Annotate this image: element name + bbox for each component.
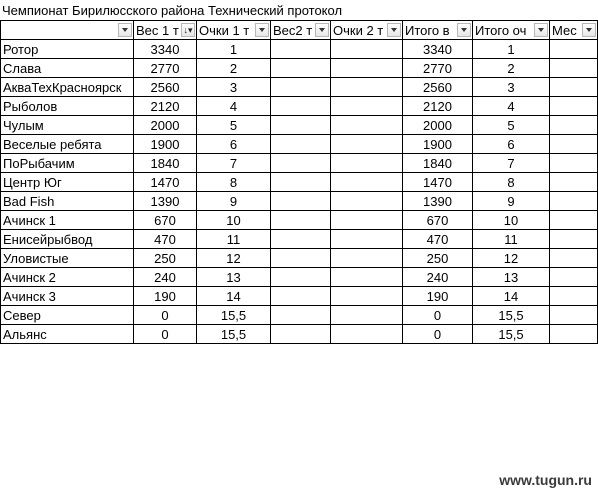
place-cell[interactable] <box>550 325 598 344</box>
weight-2-cell[interactable] <box>271 116 331 135</box>
points-1-cell[interactable]: 14 <box>197 287 271 306</box>
filter-dropdown-icon[interactable] <box>387 23 401 37</box>
points-2-cell[interactable] <box>331 325 403 344</box>
header-points-1-label: Очки 1 т <box>199 22 250 38</box>
table-row <box>1 59 598 78</box>
table-row <box>1 40 598 59</box>
team-name-cell[interactable]: Альянс <box>1 325 134 344</box>
header-total-weight[interactable] <box>403 21 473 40</box>
total-weight-cell[interactable]: 190 <box>403 287 473 306</box>
total-points-cell[interactable]: 5 <box>473 116 550 135</box>
total-weight-cell[interactable]: 1840 <box>403 154 473 173</box>
points-2-cell[interactable] <box>331 154 403 173</box>
place-cell[interactable] <box>550 192 598 211</box>
total-points-cell[interactable]: 8 <box>473 173 550 192</box>
weight-1-cell[interactable]: 1900 <box>134 135 197 154</box>
points-1-cell[interactable]: 2 <box>197 59 271 78</box>
points-1-cell[interactable]: 5 <box>197 116 271 135</box>
points-1-cell[interactable]: 15,5 <box>197 325 271 344</box>
team-name-cell[interactable]: Ротор <box>1 40 134 59</box>
weight-2-cell[interactable] <box>271 287 331 306</box>
weight-2-cell[interactable] <box>271 306 331 325</box>
points-2-cell[interactable] <box>331 268 403 287</box>
header-points-2-label: Очки 2 т <box>333 22 384 38</box>
header-place[interactable] <box>550 21 598 40</box>
table-row <box>1 97 598 116</box>
points-2-cell[interactable] <box>331 173 403 192</box>
weight-1-cell[interactable]: 2770 <box>134 59 197 78</box>
total-points-cell[interactable]: 15,5 <box>473 306 550 325</box>
protocol-table <box>0 20 598 344</box>
team-name-cell[interactable]: Уловистые <box>1 249 134 268</box>
total-points-cell[interactable]: 10 <box>473 211 550 230</box>
weight-1-cell[interactable]: 670 <box>134 211 197 230</box>
header-weight-2[interactable] <box>271 21 331 40</box>
total-weight-cell[interactable]: 2120 <box>403 97 473 116</box>
points-1-cell[interactable]: 11 <box>197 230 271 249</box>
points-2-cell[interactable] <box>331 192 403 211</box>
total-weight-cell[interactable]: 0 <box>403 306 473 325</box>
place-cell[interactable] <box>550 211 598 230</box>
watermark: www.tugun.ru <box>499 472 592 488</box>
points-2-cell[interactable] <box>331 249 403 268</box>
weight-2-cell[interactable] <box>271 97 331 116</box>
total-points-cell[interactable]: 7 <box>473 154 550 173</box>
points-1-cell[interactable]: 9 <box>197 192 271 211</box>
table-row <box>1 268 598 287</box>
team-name-cell[interactable]: Ачинск 3 <box>1 287 134 306</box>
total-points-cell[interactable]: 14 <box>473 287 550 306</box>
header-weight-2-label: Вес2 т <box>273 22 313 38</box>
points-1-cell[interactable]: 7 <box>197 154 271 173</box>
weight-1-cell[interactable]: 1470 <box>134 173 197 192</box>
table-row <box>1 249 598 268</box>
sort-descending-icon[interactable]: ↓▾ <box>181 23 195 37</box>
points-2-cell[interactable] <box>331 40 403 59</box>
total-points-cell[interactable]: 11 <box>473 230 550 249</box>
total-points-cell[interactable]: 2 <box>473 59 550 78</box>
total-points-cell[interactable]: 9 <box>473 192 550 211</box>
place-cell[interactable] <box>550 116 598 135</box>
table-row <box>1 78 598 97</box>
weight-2-cell[interactable] <box>271 192 331 211</box>
team-name-cell[interactable]: Ачинск 2 <box>1 268 134 287</box>
team-name-cell[interactable]: Чулым <box>1 116 134 135</box>
total-points-cell[interactable]: 1 <box>473 40 550 59</box>
points-2-cell[interactable] <box>331 287 403 306</box>
place-cell[interactable] <box>550 97 598 116</box>
table-row <box>1 230 598 249</box>
points-2-cell[interactable] <box>331 116 403 135</box>
table-row <box>1 306 598 325</box>
total-points-cell[interactable]: 6 <box>473 135 550 154</box>
filter-dropdown-icon[interactable] <box>457 23 471 37</box>
weight-2-cell[interactable] <box>271 173 331 192</box>
place-cell[interactable] <box>550 287 598 306</box>
total-weight-cell[interactable]: 2560 <box>403 78 473 97</box>
team-name-cell[interactable]: ПоРыбачим <box>1 154 134 173</box>
filter-dropdown-icon[interactable] <box>534 23 548 37</box>
team-name-cell[interactable]: Bad Fish <box>1 192 134 211</box>
weight-2-cell[interactable] <box>271 211 331 230</box>
total-points-cell[interactable]: 15,5 <box>473 325 550 344</box>
table-row <box>1 192 598 211</box>
total-weight-cell[interactable]: 1390 <box>403 192 473 211</box>
weight-1-cell[interactable]: 190 <box>134 287 197 306</box>
filter-dropdown-icon[interactable] <box>582 23 596 37</box>
place-cell[interactable] <box>550 249 598 268</box>
weight-1-cell[interactable]: 1390 <box>134 192 197 211</box>
points-1-cell[interactable]: 15,5 <box>197 306 271 325</box>
place-cell[interactable] <box>550 173 598 192</box>
total-weight-cell[interactable]: 3340 <box>403 40 473 59</box>
total-weight-cell[interactable]: 1900 <box>403 135 473 154</box>
place-cell[interactable] <box>550 268 598 287</box>
filter-dropdown-icon[interactable] <box>255 23 269 37</box>
header-weight-1-label: Вес 1 т <box>136 22 179 38</box>
place-cell[interactable] <box>550 306 598 325</box>
team-name-cell[interactable]: Ачинск 1 <box>1 211 134 230</box>
total-weight-cell[interactable]: 670 <box>403 211 473 230</box>
header-total-weight-label: Итого в <box>405 22 450 38</box>
filter-dropdown-icon[interactable] <box>118 23 132 37</box>
table-row <box>1 287 598 306</box>
weight-1-cell[interactable]: 250 <box>134 249 197 268</box>
weight-2-cell[interactable] <box>271 154 331 173</box>
weight-1-cell[interactable]: 2120 <box>134 97 197 116</box>
points-2-cell[interactable] <box>331 59 403 78</box>
place-cell[interactable] <box>550 154 598 173</box>
points-1-cell[interactable]: 1 <box>197 40 271 59</box>
place-cell[interactable] <box>550 40 598 59</box>
weight-2-cell[interactable] <box>271 325 331 344</box>
place-cell[interactable] <box>550 59 598 78</box>
points-1-cell[interactable]: 12 <box>197 249 271 268</box>
table-row <box>1 173 598 192</box>
total-weight-cell[interactable]: 240 <box>403 268 473 287</box>
points-1-cell[interactable]: 3 <box>197 78 271 97</box>
total-points-cell[interactable]: 13 <box>473 268 550 287</box>
points-1-cell[interactable]: 4 <box>197 97 271 116</box>
team-name-cell[interactable]: Рыболов <box>1 97 134 116</box>
weight-2-cell[interactable] <box>271 78 331 97</box>
team-name-cell[interactable]: Слава <box>1 59 134 78</box>
weight-1-cell[interactable]: 2000 <box>134 116 197 135</box>
points-2-cell[interactable] <box>331 97 403 116</box>
team-name-cell[interactable]: Север <box>1 306 134 325</box>
points-2-cell[interactable] <box>331 135 403 154</box>
team-name-cell[interactable]: АкваТехКрасноярск <box>1 78 134 97</box>
total-weight-cell[interactable]: 1470 <box>403 173 473 192</box>
total-weight-cell[interactable]: 250 <box>403 249 473 268</box>
header-points-1[interactable] <box>197 21 271 40</box>
header-points-2[interactable] <box>331 21 403 40</box>
table-row <box>1 116 598 135</box>
table-row <box>1 325 598 344</box>
header-total-points-label: Итого оч <box>475 22 527 38</box>
weight-2-cell[interactable] <box>271 230 331 249</box>
total-points-cell[interactable]: 3 <box>473 78 550 97</box>
place-cell[interactable] <box>550 230 598 249</box>
header-row <box>1 21 598 40</box>
team-name-cell[interactable]: Веселые ребята <box>1 135 134 154</box>
header-weight-1[interactable] <box>134 21 197 40</box>
table-row <box>1 154 598 173</box>
team-name-cell[interactable]: Центр Юг <box>1 173 134 192</box>
weight-2-cell[interactable] <box>271 59 331 78</box>
points-2-cell[interactable] <box>331 211 403 230</box>
weight-1-cell[interactable]: 470 <box>134 230 197 249</box>
weight-1-cell[interactable]: 0 <box>134 306 197 325</box>
points-1-cell[interactable]: 13 <box>197 268 271 287</box>
weight-2-cell[interactable] <box>271 249 331 268</box>
points-1-cell[interactable]: 6 <box>197 135 271 154</box>
team-name-cell[interactable]: Енисейрыбвод <box>1 230 134 249</box>
weight-1-cell[interactable]: 1840 <box>134 154 197 173</box>
total-points-cell[interactable]: 12 <box>473 249 550 268</box>
weight-2-cell[interactable] <box>271 40 331 59</box>
table-row <box>1 135 598 154</box>
header-total-points[interactable] <box>473 21 550 40</box>
points-1-cell[interactable]: 8 <box>197 173 271 192</box>
points-2-cell[interactable] <box>331 78 403 97</box>
total-points-cell[interactable]: 4 <box>473 97 550 116</box>
points-2-cell[interactable] <box>331 230 403 249</box>
place-cell[interactable] <box>550 78 598 97</box>
total-weight-cell[interactable]: 2000 <box>403 116 473 135</box>
total-weight-cell[interactable]: 0 <box>403 325 473 344</box>
sheet-title: Чемпионат Бирилюсского района Технический протокол <box>2 3 343 18</box>
points-1-cell[interactable]: 10 <box>197 211 271 230</box>
weight-1-cell[interactable]: 3340 <box>134 40 197 59</box>
filter-dropdown-icon[interactable] <box>315 23 329 37</box>
weight-1-cell[interactable]: 0 <box>134 325 197 344</box>
table-row <box>1 211 598 230</box>
header-place-label: Мес <box>552 22 577 38</box>
total-weight-cell[interactable]: 470 <box>403 230 473 249</box>
weight-2-cell[interactable] <box>271 268 331 287</box>
weight-1-cell[interactable]: 2560 <box>134 78 197 97</box>
header-team[interactable] <box>1 21 134 40</box>
weight-1-cell[interactable]: 240 <box>134 268 197 287</box>
total-weight-cell[interactable]: 2770 <box>403 59 473 78</box>
place-cell[interactable] <box>550 135 598 154</box>
weight-2-cell[interactable] <box>271 135 331 154</box>
points-2-cell[interactable] <box>331 306 403 325</box>
